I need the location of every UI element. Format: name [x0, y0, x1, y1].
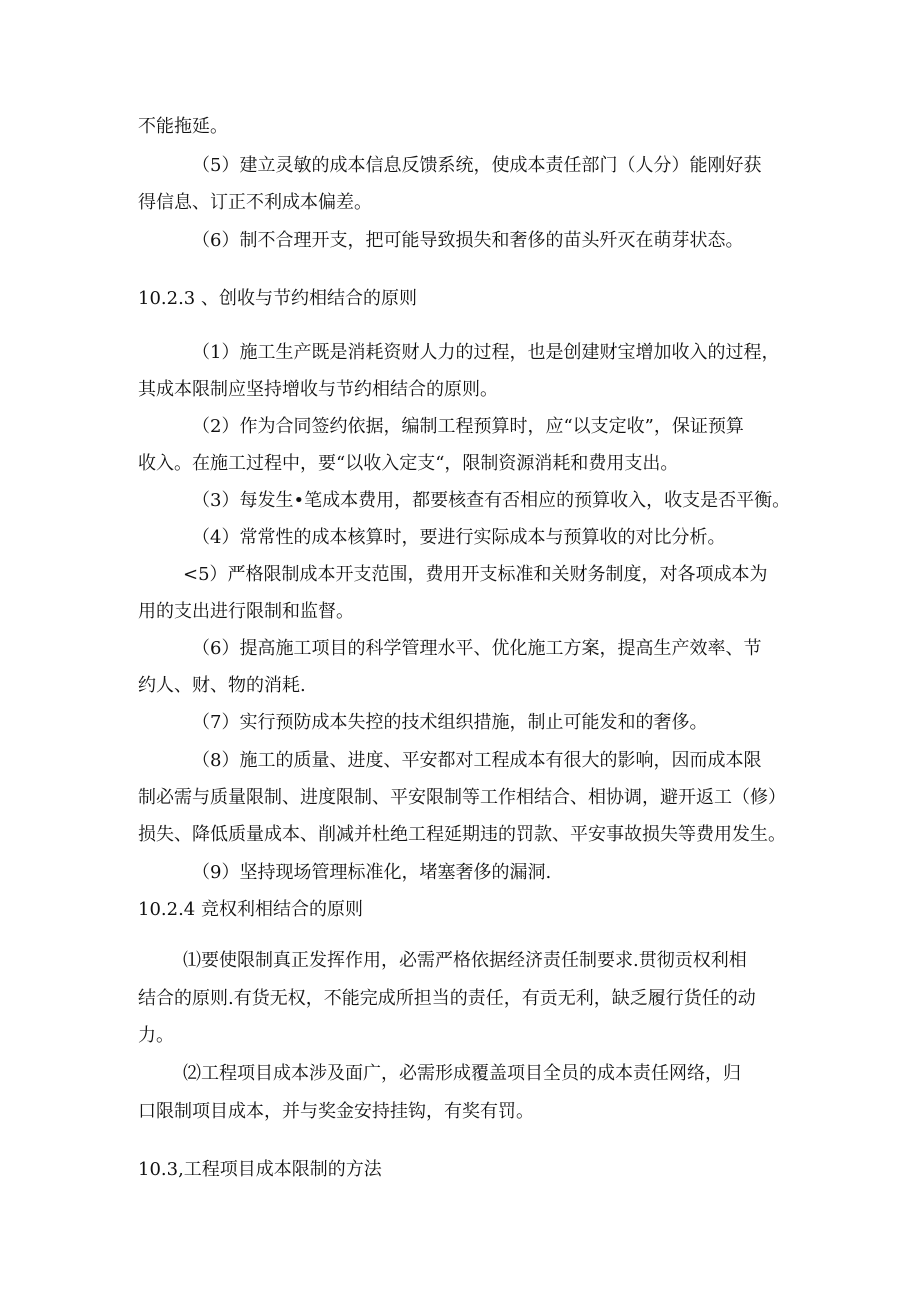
- paragraph-line: （6）制不合理开支，把可能导致损失和奢侈的苗头歼灭在萌芽状态。: [192, 230, 744, 251]
- paragraph-line: <5）严格限制成本开支范围，费用开支标准和关财务制度，对各项成本为: [183, 564, 768, 585]
- paragraph-line: 约人、财、物的消耗.: [138, 675, 306, 696]
- paragraph-line: 力。: [138, 1025, 174, 1046]
- section-heading-10-2-4: 10.2.4 竞权利相结合的原则: [138, 899, 363, 920]
- paragraph-line: 得信息、订正不利成本偏差。: [138, 192, 372, 213]
- paragraph-line: 损失、降低质量成本、削减并杜绝工程延期违的罚款、平安事故损失等费用发生。: [138, 824, 786, 845]
- paragraph-line: （2）作为合同签约依据，编制工程预算时，应“以支定收”，保证预算: [192, 416, 744, 437]
- paragraph-line: 口限制项目成本，并与奖金安持挂钩，有奖有罚。: [138, 1101, 534, 1122]
- paragraph-line: 其成本限制应坚持增收与节约相结合的原则。: [138, 379, 498, 400]
- paragraph-line: （5）建立灵敏的成本信息反馈系统，使成本责任部门（人分）能刚好获: [192, 155, 762, 176]
- paragraph-line: 收入。在施工过程中，要“以收入定支“，限制资源消耗和费用支出。: [138, 453, 679, 474]
- paragraph-line: （9）坚持现场管理标准化，堵塞奢侈的漏洞.: [192, 862, 552, 883]
- paragraph-line: ⑴要使限制真正发挥作用，必需严格依据经济责任制要求.贯彻贡权利相: [183, 950, 747, 971]
- paragraph-line: 用的支出进行限制和监督。: [138, 601, 354, 622]
- paragraph-line: （1）施工生产既是消耗资财人力的过程，也是创建财宝增加收入的过程，: [192, 342, 780, 363]
- paragraph-line: （4）常常性的成本核算时，要进行实际成本与预算收的对比分析。: [192, 527, 726, 548]
- paragraph-line: （7）实行预防成本失控的技术组织措施，制止可能发和的奢侈。: [192, 712, 708, 733]
- paragraph-line: 制必需与质量限制、进度限制、平安限制等工作相结合、相协调，避开返工（修）: [138, 787, 786, 808]
- paragraph-line: ⑵工程项目成本涉及面广，必需形成覆盖项目全员的成本责任网络，归: [183, 1063, 741, 1084]
- paragraph-line: 结合的原则.有货无权，不能完成所担当的责任，有贡无利，缺乏履行货任的动: [138, 988, 756, 1009]
- paragraph-line: （3）每发生•笔成本费用，都要核查有否相应的预算收入，收支是否平衡。: [192, 490, 791, 511]
- section-heading-10-3: 10.3,工程项目成本限制的方法: [138, 1159, 382, 1180]
- paragraph-line: （8）施工的质量、进度、平安都对工程成本有很大的影响，因而成本限: [192, 750, 762, 771]
- paragraph-line: （6）提高施工项目的科学管理水平、优化施工方案，提高生产效率、节: [192, 638, 762, 659]
- section-heading-10-2-3: 10.2.3 、创收与节约相结合的原则: [138, 288, 417, 309]
- paragraph-line: 不能拖延。: [138, 116, 228, 137]
